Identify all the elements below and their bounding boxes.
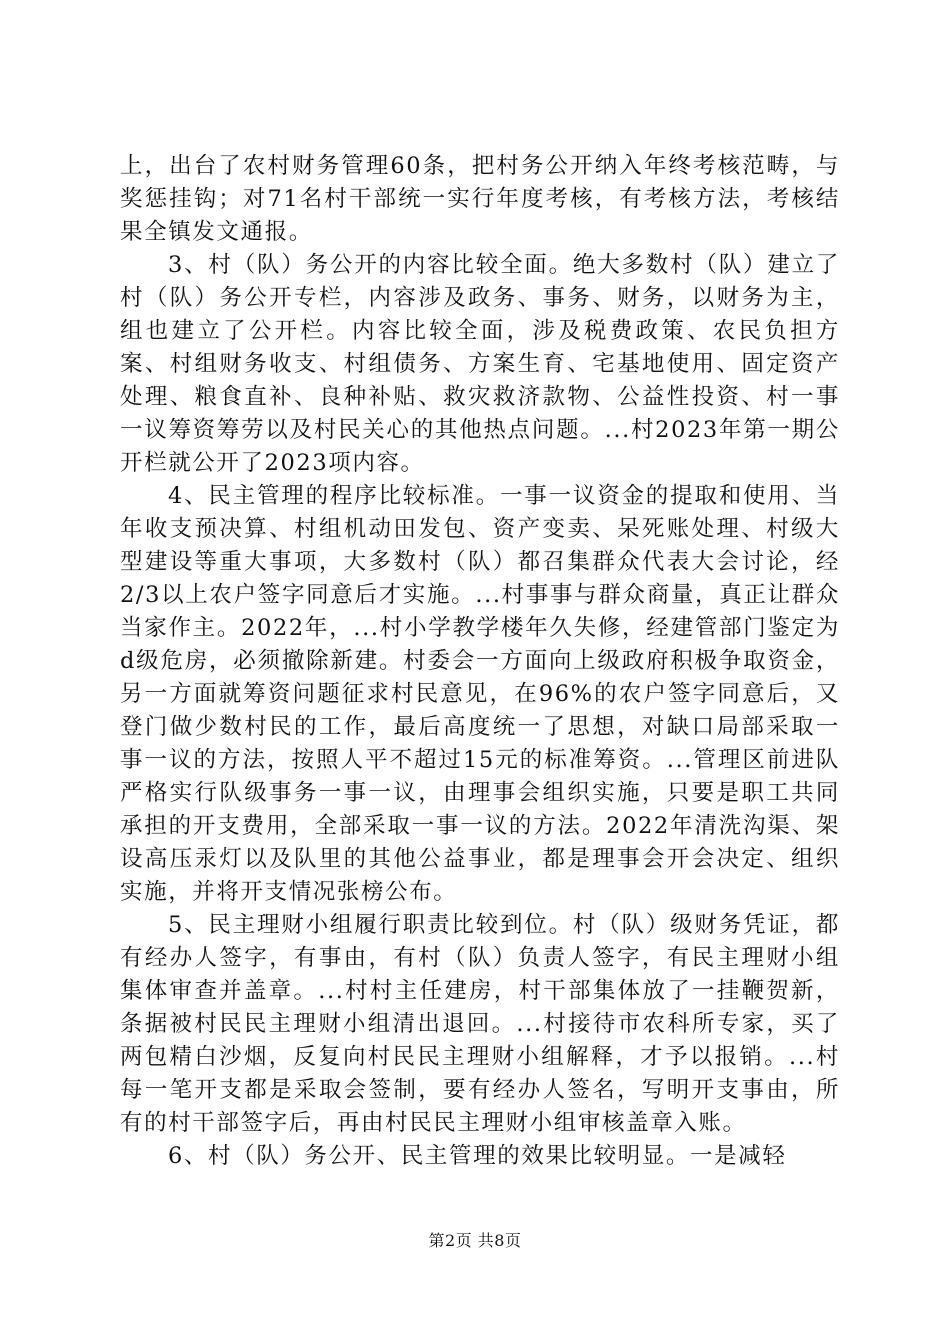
document-body bbox=[120, 150, 840, 1173]
paragraph-item-6: 6、村（队）务公开、民主管理的效果比较明显。一是减轻 bbox=[168, 1143, 787, 1169]
page-footer bbox=[0, 1228, 950, 1251]
paragraph-continuation: 上，出台了农村财务管理60条，把村务公开纳入年终考核范畴，与奖惩挂钩；对71名村干部统一实行年度考核，有考核方法，考核结果全镇发文通报。 bbox=[120, 153, 840, 245]
paragraph-item-4: 4、民主管理的程序比较标准。一事一议资金的提取和使用、当年收支预决算、村组机动田发包、资产变卖、呆死账处理、村级大型建设等重大事项，大多数村（队）都召集群众代表大会讨论，经2/3以上农户签字同意后才实施。...村事事与群众商量，真正让群众当家作主。2022年，...村小学教学楼年久失修，经建管部门鉴定为d级危房，必须撤除新建。村委会一方面向上级政府积极争取资金，另一方面就筹资问题征求村民意见，在96%的农户签字同意后，又登门做少数村民的工作，最后高度统一了思想，对缺口局部采取一事一议的方法，按照人平不超过15元的标准筹资。...管理区前进队严格实行队级事务一事一议，由理事会组织实施，只要是职工共同承担的开支费用，全部采取一事一议的方法。2022年清洗沟渠、架设高压汞灯以及队里的其他公益事业，都是理事会开会决定、组织实施，并将开支情况张榜公布。 bbox=[120, 483, 840, 905]
paragraph-item-5: 5、民主理财小组履行职责比较到位。村（队）级财务凭证，都有经办人签字，有事由，有村（队）负责人签字，有民主理财小组集体审查并盖章。...村村主任建房，村干部集体放了一挂鞭贺新，条据被村民民主理财小组清出退回。...村接待市农科所专家，买了两包精白沙烟，反复向村民民主理财小组解释，才予以报销。...村每一笔开支都是采取会签制，要有经办人签名，写明开支事由，所有的村干部签字后，再由村民民主理财小组审核盖章入账。 bbox=[120, 912, 840, 1136]
paragraph-item-3: 3、村（队）务公开的内容比较全面。绝大多数村（队）建立了村（队）务公开专栏，内容涉及政务、事务、财务，以财务为主，组也建立了公开栏。内容比较全面，涉及税费政策、农民负担方案、村组财务收支、村组债务、方案生育、宅基地使用、固定资产处理、粮食直补、良种补贴、救灾救济款物、公益性投资、村一事一议筹资筹劳以及村民关心的其他热点问题。...村2023年第一期公开栏就公开了2023项内容。 bbox=[120, 252, 840, 476]
page-number-label: 第2页 共8页 bbox=[428, 1231, 522, 1250]
